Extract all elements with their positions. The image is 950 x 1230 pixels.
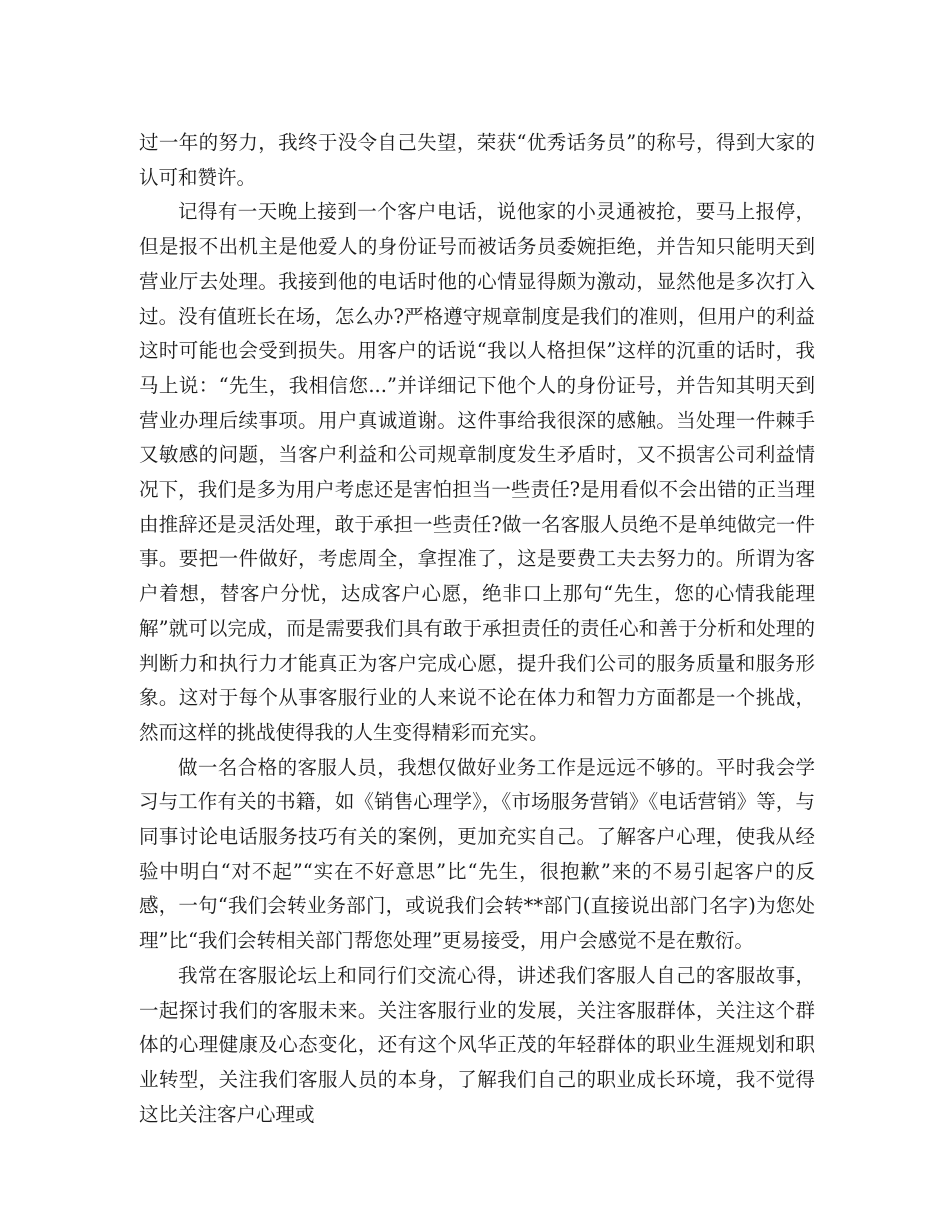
- paragraph-2: 记得有一天晚上接到一个客户电话，说他家的小灵通被抢，要马上报停，但是报不出机主是他爱人的身份证号而被话务员委婉拒绝，并告知只能明天到营业厅去处理。我接到他的电话时他的心情显得颇为激动，显然他是多次打入过。没有值班长在场，怎么办?严格遵守规章制度是我们的准则，但用户的利益这时可能也会受到损失。用客户的话说“我以人格担保”这样的沉重的话时，我马上说：“先生，我相信您...”并详细记下他个人的身份证号，并告知其明天到营业办理后续事项。用户真诚道谢。这件事给我很深的感触。当处理一件棘手又敏感的问题，当客户利益和公司规章制度发生矛盾时，又不损害公司利益情况下，我们是多为用户考虑还是害怕担当一些责任?是用看似不会出错的正当理由推辞还是灵活处理，敢于承担一些责任?做一名客服人员绝不是单纯做完一件事。要把一件做好，考虑周全，拿捏准了，这是要费工夫去努力的。所谓为客户着想，替客户分忧，达成客户心愿，绝非口上那句“先生，您的心情我能理解”就可以完成，而是需要我们具有敢于承担责任的责任心和善于分析和处理的判断力和执行力才能真正为客户完成心愿，提升我们公司的服务质量和服务形象。这对于每个从事客服行业的人来说不论在体力和智力方面都是一个挑战，然而这样的挑战使得我的人生变得精彩而充实。: [139, 200, 815, 744]
- paragraph-1: 过一年的努力，我终于没令自己失望，荣获“优秀话务员”的称号，得到大家的认可和赞许。: [139, 131, 815, 189]
- paragraph-3: 做一名合格的客服人员，我想仅做好业务工作是远远不够的。平时我会学习与工作有关的书籍，如《销售心理学》，《市场服务营销》《电话营销》等，与同事讨论电话服务技巧有关的案例，更加充实自己。了解客户心理，使我从经验中明白“对不起”“实在不好意思”比“先生，很抱歉”来的不易引起客户的反感，一句“我们会转业务部门，或说我们会转**部门(直接说出部门名字)为您处理”比“我们会转相关部门帮您处理”更易接受，用户会感觉不是在敷衍。: [139, 755, 815, 953]
- document-body: [139, 126, 815, 1132]
- paragraph-4: 我常在客服论坛上和同行们交流心得，讲述我们客服人自己的客服故事，一起探讨我们的客服未来。关注客服行业的发展，关注客服群体，关注这个群体的心理健康及心态变化，还有这个风华正茂的年轻群体的职业生涯规划和职业转型，关注我们客服人员的本身，了解我们自己的职业成长环境，我不觉得这比关注客户心理或: [139, 963, 815, 1126]
